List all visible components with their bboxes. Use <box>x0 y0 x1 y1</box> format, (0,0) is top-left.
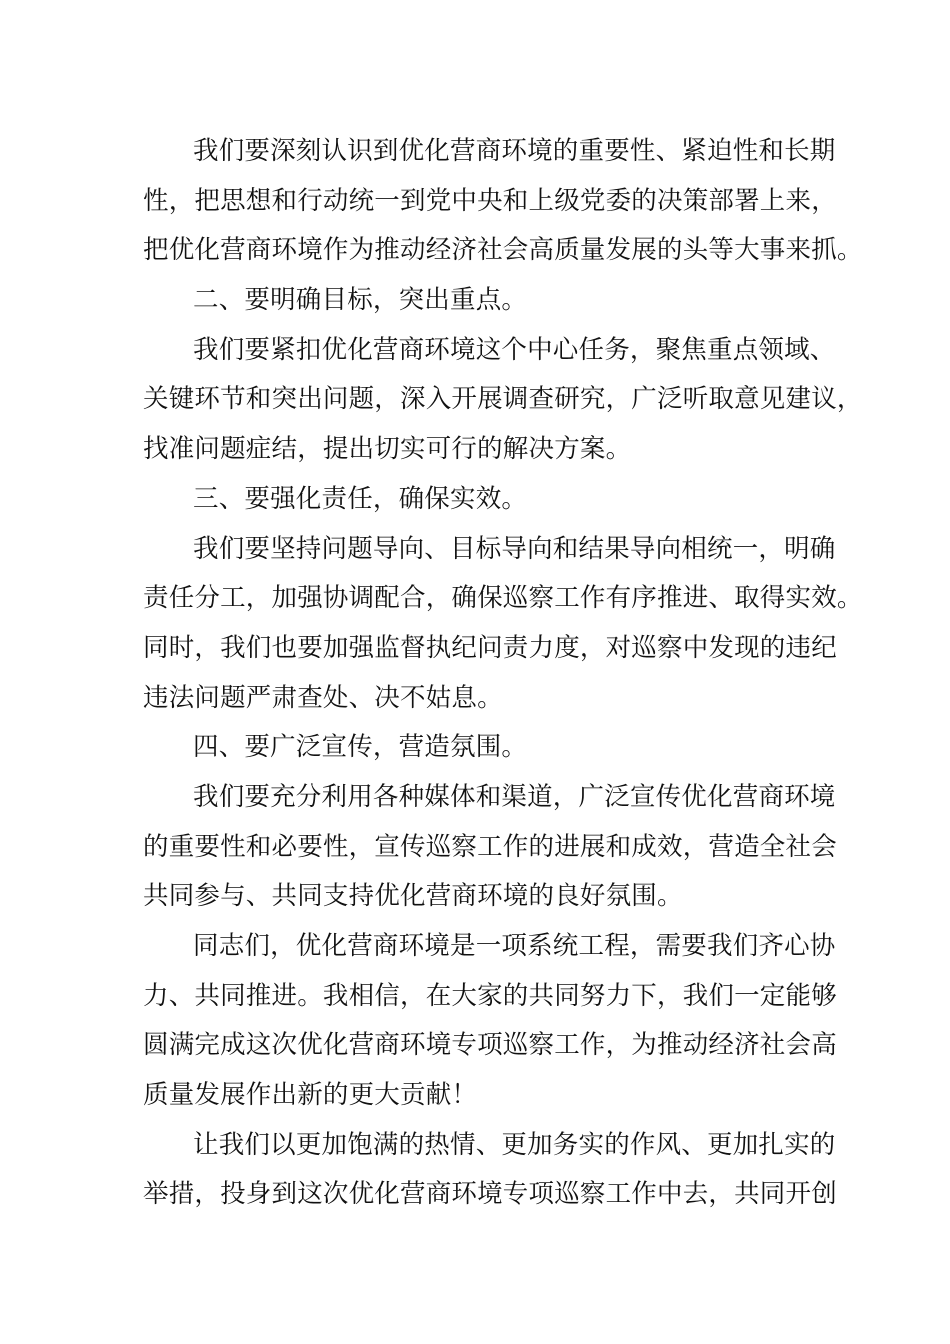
text-line: 责任分工，加强协调配合，确保巡察工作有序推进、取得实效。 <box>143 583 863 614</box>
text-line: 找准问题症结，提出切实可行的解决方案。 <box>143 434 632 465</box>
text-line: 同志们，优化营商环境是一项系统工程，需要我们齐心协 <box>193 931 836 961</box>
text-line: 我们要坚持问题导向、目标导向和结果导向相统一，明确 <box>193 533 836 564</box>
text-line: 圆满完成这次优化营商环境专项巡察工作，为推动经济社会高 <box>143 1030 837 1061</box>
section-heading: 四、要广泛宣传，营造氛围。 <box>193 732 528 763</box>
text-line: 我们要紧扣优化营商环境这个中心任务，聚焦重点领域、 <box>193 334 836 365</box>
text-line: 力、共同推进。我相信，在大家的共同努力下，我们一定能够 <box>143 980 837 1011</box>
section-heading: 三、要强化责任，确保实效。 <box>193 483 528 514</box>
text-line: 性，把思想和行动统一到党中央和上级党委的决策部署上来， <box>143 185 837 216</box>
text-line: 举措，投身到这次优化营商环境专项巡察工作中去，共同开创 <box>143 1179 837 1210</box>
text-line: 共同参与、共同支持优化营商环境的良好氛围。 <box>143 881 683 912</box>
text-line: 我们要深刻认识到优化营商环境的重要性、紧迫性和长期 <box>193 136 836 166</box>
text-line: 同时，我们也要加强监督执纪问责力度，对巡察中发现的违纪 <box>143 632 837 663</box>
text-line: 质量发展作出新的更大贡献！ <box>143 1080 478 1111</box>
document-body <box>143 127 863 1220</box>
section-heading: 二、要明确目标，突出重点。 <box>193 285 528 316</box>
text-line: 的重要性和必要性，宣传巡察工作的进展和成效，营造全社会 <box>143 831 837 862</box>
text-line: 违法问题严肃查处、决不姑息。 <box>143 682 503 713</box>
text-line: 我们要充分利用各种媒体和渠道，广泛宣传优化营商环境 <box>193 781 836 812</box>
text-line: 把优化营商环境作为推动经济社会高质量发展的头等大事来抓。 <box>143 235 863 266</box>
text-line: 让我们以更加饱满的热情、更加务实的作风、更加扎实的 <box>193 1129 836 1160</box>
text-line: 关键环节和突出问题，深入开展调查研究，广泛听取意见建议， <box>143 384 863 415</box>
